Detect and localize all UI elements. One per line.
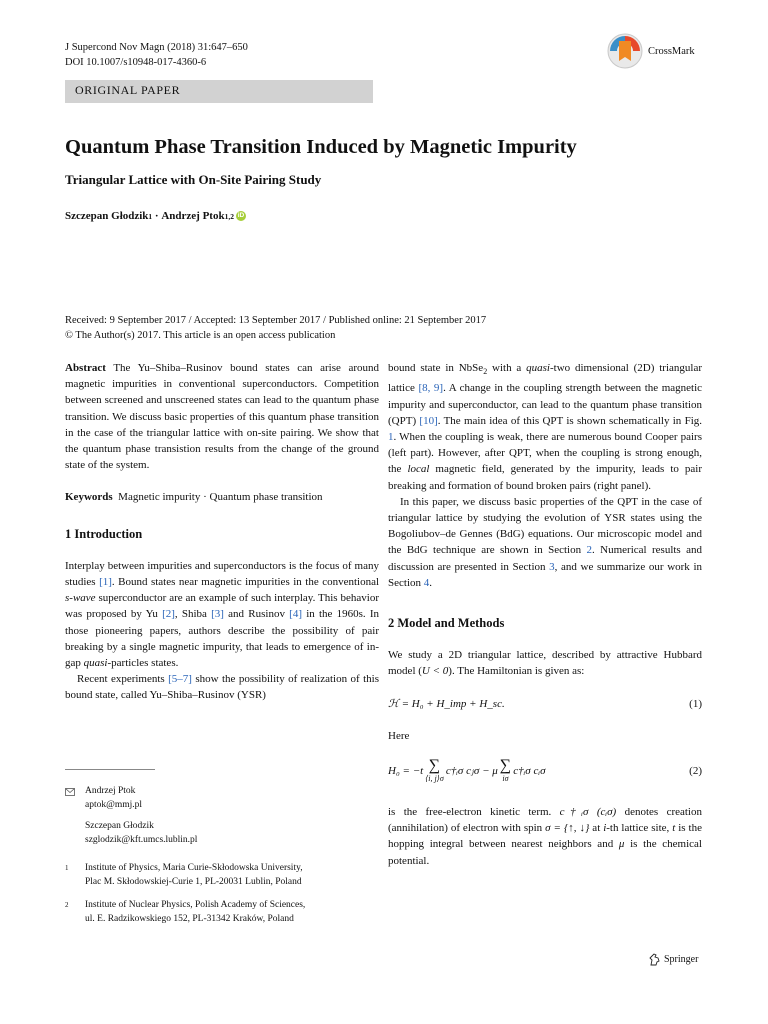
sum-sign-icon: ∑ [428,757,441,775]
crossmark-label: CrossMark [648,45,695,57]
abstract [65,360,379,473]
figure-link[interactable]: 1 [388,431,394,443]
author-list [65,210,246,222]
text-span: at [589,822,604,835]
text-span: , Shiba [174,608,212,621]
text-span: local [407,463,430,476]
math-inline: (cᵢσ) [588,806,617,819]
math-inline: σ = {↑, ↓} [545,822,590,835]
text-span: . [429,576,432,589]
right-column [388,360,702,869]
journal-citation: J Supercond Nov Magn (2018) 31:647–650 [65,42,248,53]
affiliation-1-line: Plac M. Skłodowskiej-Curie 1, PL-20031 Lublin, Poland [85,876,302,887]
text-span: We study a 2D triangular lattice, described by attractive Hubbard model ( [388,649,702,678]
text-span: . The main idea of this QPT is shown schematically in Fig. [437,414,703,427]
affiliation-1 [65,862,375,889]
section-link[interactable]: 4 [423,576,430,589]
author-1-affil: 1 [148,211,153,221]
intro-paragraph-2 [65,671,379,703]
footnote-divider [65,769,155,770]
math-inline: i [603,822,607,835]
text-span: . A change in the coupling strength between the magnetic impurity and superconductor, can lead to the quantum phase transition (QPT) [388,382,703,427]
math-inline: μ [618,838,625,851]
kinetic-paragraph [388,804,702,869]
math-inline: c†ᵢσ [559,806,589,819]
text-span: s-wave [65,592,96,605]
crossmark-icon [606,32,644,70]
abstract-label: Abstract [65,362,106,374]
intro-paragraph-1 [65,558,379,671]
model-paragraph [388,647,702,679]
corresponding-name: Andrzej Ptok [85,786,136,796]
author-1[interactable]: Szczepan Głodzik [65,210,149,222]
text-span: -particles states. [107,657,179,670]
text-span: Recent experiments [77,673,169,686]
abstract-text: The Yu–Shiba–Rusinov bound states can arise around magnetic impurities in conventional superconductors. Competition between screened and unscreened states can lead to the quantum phase transition. We discuss basic properties of this quantum phase transition in the case of the triangular lattice with on-site pairing. We show that the quantum phase transistion results from the change of the ground state of the system. [65,362,379,472]
publisher-mark [648,953,698,966]
text-span: -th lattice site, [606,822,673,835]
section-link[interactable]: 3 [549,560,555,573]
keywords [65,489,379,505]
equation-1-number: (1) [689,697,702,710]
section-link[interactable]: 2 [586,544,593,557]
sum-subscript: iσ [502,774,509,784]
section-heading-introduction: 1 Introduction [65,526,143,541]
text-span: show the possibility of realization of this bound state, called Yu–Shiba–Rusinov (YSR) [65,673,379,702]
eq-lhs: H₀ = −t [388,764,424,777]
paper-subtitle: Triangular Lattice with On-Site Pairing Study [65,172,322,187]
author-2[interactable]: Andrzej Ptok [161,210,225,222]
text-span: bound state in NbSe [388,362,484,374]
left-column [65,360,379,704]
text-span: and Rusinov [223,608,290,621]
text-span: with a [487,362,527,374]
math-inline: t [672,822,676,835]
corresponding-email[interactable]: aptok@mmj.pl [85,799,143,810]
paper-title: Quantum Phase Transition Induced by Magnetic Impurity [65,136,577,158]
keywords-label: Keywords [65,491,113,504]
text-span: is the free-electron kinetic term. [388,806,560,819]
coauthor-name: Szczepan Głodzik [85,821,154,831]
keywords-text: Magnetic impurity · Quantum phase transition [112,491,323,504]
equation-2 [388,754,702,788]
copyright-line: © The Author(s) 2017. This article is an open access publication [65,330,336,341]
summation [500,758,511,784]
text-span: Interplay between impurities and superconductors is the focus of many studies [65,559,379,589]
author-2-affil: 1,2 [224,211,234,221]
here-text: Here [388,729,410,742]
coauthor-email[interactable]: szglodzik@kft.umcs.lublin.pl [85,834,198,845]
dates-line: Received: 9 September 2017 / Accepted: 13 September 2017 / Published online: 21 September 2017 [65,315,487,326]
crossmark-badge[interactable] [606,32,695,70]
equation-1-body: ℋ = H₀ + H_imp + H_sc. [388,697,505,710]
text-span: ). The Hamiltonian is given as: [448,665,585,678]
text-span: quasi [526,362,550,374]
sum-sign-icon: ∑ [499,757,512,775]
text-span: , and we summarize our work in Section [388,560,702,589]
right-paragraph-2 [388,494,702,591]
equation-2-number: (2) [689,764,702,777]
affiliation-1-number: 1 [65,864,69,872]
eq-term: c†ᵢσ cⱼσ − μ [445,764,498,777]
orcid-icon[interactable]: iD [237,212,245,219]
corresponding-author [65,785,375,847]
citation-link[interactable]: [3] [211,608,224,621]
citation-link[interactable]: [2] [162,608,175,621]
doi[interactable]: DOI 10.1007/s10948-017-4360-6 [65,57,207,68]
affiliation-2 [65,899,375,926]
text-span: -two dimensional (2D) triangular lattice [388,362,702,395]
equation-1 [388,696,702,712]
text-span: . Numerical results and discussion are presented in Section [388,544,702,573]
section-heading-model: 2 Model and Methods [388,616,505,631]
journal-meta [65,40,248,70]
text-span: quasi [83,657,108,670]
subscript: 2 [483,367,488,377]
text-span: magnetic field, generated by the impurity, leads to pair breaking and formation of bound broken pairs (right panel). [388,463,702,492]
summation [425,758,444,784]
text-span: denotes creation (annihilation) of electron with spin [388,806,702,835]
springer-horse-icon [648,953,661,966]
article-type-banner: ORIGINAL PAPER [65,80,373,103]
publisher-name: Springer [664,954,699,965]
eq-term: c†ᵢσ cᵢσ [513,764,546,777]
affiliation-1-line: Institute of Physics, Maria Curie-Skłodowska University, [85,863,303,873]
text-span: . Bound states near magnetic impurities in the conventional [111,576,380,589]
citation-link[interactable]: [1] [99,576,112,589]
math-inline: U < 0 [421,665,449,678]
envelope-icon [65,788,75,796]
equation-2-body [388,758,546,784]
affiliation-2-line: ul. E. Radzikowskiego 152, PL-31342 Kraków, Poland [85,913,294,924]
citation-link[interactable]: [5–7] [168,673,192,686]
text-span: is the chemical potential. [388,838,702,867]
sum-subscript: ⟨i, j⟩σ [425,774,444,784]
author-separator: · [152,210,162,222]
citation-link[interactable]: [4] [289,608,302,621]
publication-dates [65,313,486,343]
text-span: . When the coupling is weak, there are numerous bound Cooper pairs (left part). However, after QPT, when the coupling is strong enough, the [388,431,702,476]
citation-link[interactable]: [10] [419,414,438,427]
text-span: in the 1960s. In those pioneering papers, authors describe the possibility of pair breaking by a single magnetic impurity, that leads to emergence of in-gap [65,608,379,670]
text-span: is the hopping integral between nearest neighbors and [388,822,702,851]
text-span: superconductor are an example of such interplay. This behavior was proposed by Yu [65,592,379,621]
affiliation-2-line: Institute of Nuclear Physics, Polish Academy of Sciences, [85,900,306,910]
text-span: In this paper, we discuss basic properties of the QPT in the case of triangular lattice by studying the evolution of YSR states using the Bogoliubov–de Gennes (BdG) equations. Our microscopic model and the BdG technique are shown in Section [388,495,702,557]
citation-link[interactable]: [8, 9] [418,382,444,395]
affiliation-2-number: 2 [65,901,69,909]
right-paragraph-1 [388,360,702,494]
